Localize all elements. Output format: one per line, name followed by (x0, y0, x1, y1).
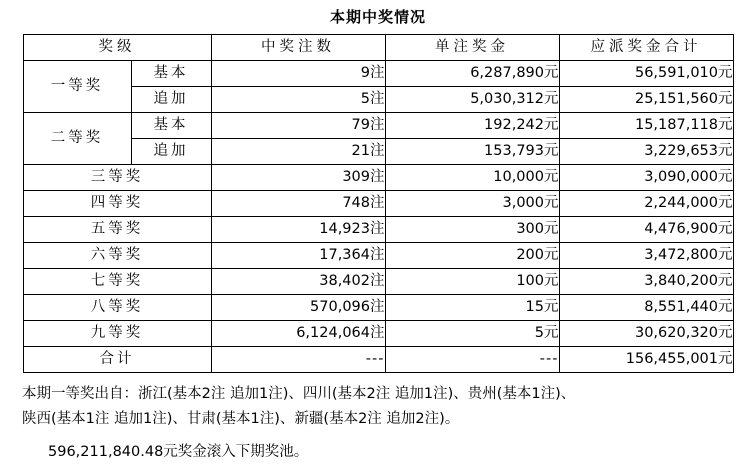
row-per-prize: 5元 (385, 321, 559, 347)
row-total: 3,840,200元 (559, 269, 733, 295)
table-row (23, 295, 733, 321)
row-total: 156,455,001元 (559, 347, 733, 373)
row-total: 3,090,000元 (559, 165, 733, 191)
row-per-prize: 100元 (385, 269, 559, 295)
row-total: 15,187,118元 (559, 113, 733, 139)
page-title: 本期中奖情况 (329, 8, 426, 26)
row-per-prize: 15元 (385, 295, 559, 321)
table-row (23, 61, 733, 87)
row-level: 九等奖 (23, 321, 211, 347)
row-per-prize: 10,000元 (385, 165, 559, 191)
table-row (23, 243, 733, 269)
row-count: 570,096注 (211, 295, 385, 321)
column-header-per-prize: 单注奖金 (385, 35, 559, 61)
row-per-prize: --- (385, 347, 559, 373)
row-total: 25,151,560元 (559, 87, 733, 113)
row-level: 七等奖 (23, 269, 211, 295)
row-per-prize: 300元 (385, 217, 559, 243)
table-row (23, 269, 733, 295)
prize-table (23, 34, 734, 373)
table-row (23, 165, 733, 191)
row-count: 309注 (211, 165, 385, 191)
row-subtype: 基本 (131, 61, 211, 87)
table-row (23, 321, 733, 347)
row-count: 17,364注 (211, 243, 385, 269)
row-level: 四等奖 (23, 191, 211, 217)
table-header-row (23, 35, 733, 61)
first-prize-origin-line-2: 陕西(基本1注 追加1注)、甘肃(基本1注)、新疆(基本2注 追加2注)。 (22, 411, 460, 427)
row-per-prize: 192,242元 (385, 113, 559, 139)
row-per-prize: 153,793元 (385, 139, 559, 165)
row-per-prize: 3,000元 (385, 191, 559, 217)
row-subtype: 基本 (131, 113, 211, 139)
table-row (23, 217, 733, 243)
table-row-total (23, 347, 733, 373)
row-level: 合计 (23, 347, 211, 373)
row-count: 748注 (211, 191, 385, 217)
row-count: 9注 (211, 61, 385, 87)
row-count: 14,923注 (211, 217, 385, 243)
row-total: 56,591,010元 (559, 61, 733, 87)
row-subtype: 追加 (131, 87, 211, 113)
row-count: 5注 (211, 87, 385, 113)
notes-spacer (22, 432, 734, 440)
row-per-prize: 6,287,890元 (385, 61, 559, 87)
column-header-total: 应派奖金合计 (559, 35, 733, 61)
column-header-level: 奖级 (23, 35, 211, 61)
column-header-count: 中奖注数 (211, 35, 385, 61)
row-total: 8,551,440元 (559, 295, 733, 321)
table-row (23, 191, 733, 217)
row-count: 6,124,064注 (211, 321, 385, 347)
row-total: 30,620,320元 (559, 321, 733, 347)
row-per-prize: 5,030,312元 (385, 87, 559, 113)
row-total: 2,244,000元 (559, 191, 733, 217)
row-count: 38,402注 (211, 269, 385, 295)
row-count: --- (211, 347, 385, 373)
row-total: 4,476,900元 (559, 217, 733, 243)
row-total: 3,472,800元 (559, 243, 733, 269)
row-level: 二等奖 (23, 113, 131, 165)
row-level: 三等奖 (23, 165, 211, 191)
row-count: 79注 (211, 113, 385, 139)
first-prize-origin-line-1: 本期一等奖出自：浙江(基本2注 追加1注)、四川(基本2注 追加1注)、贵州(基本1注)、 (22, 386, 576, 402)
row-subtype: 追加 (131, 139, 211, 165)
row-per-prize: 200元 (385, 243, 559, 269)
notes-section (22, 373, 734, 465)
row-level: 一等奖 (23, 61, 131, 113)
row-count: 21注 (211, 139, 385, 165)
row-total: 3,229,653元 (559, 139, 733, 165)
row-level: 五等奖 (23, 217, 211, 243)
rollover-note: 596,211,840.48元奖金滚入下期奖池。 (48, 444, 309, 460)
table-row (23, 113, 733, 139)
row-level: 八等奖 (23, 295, 211, 321)
row-level: 六等奖 (23, 243, 211, 269)
